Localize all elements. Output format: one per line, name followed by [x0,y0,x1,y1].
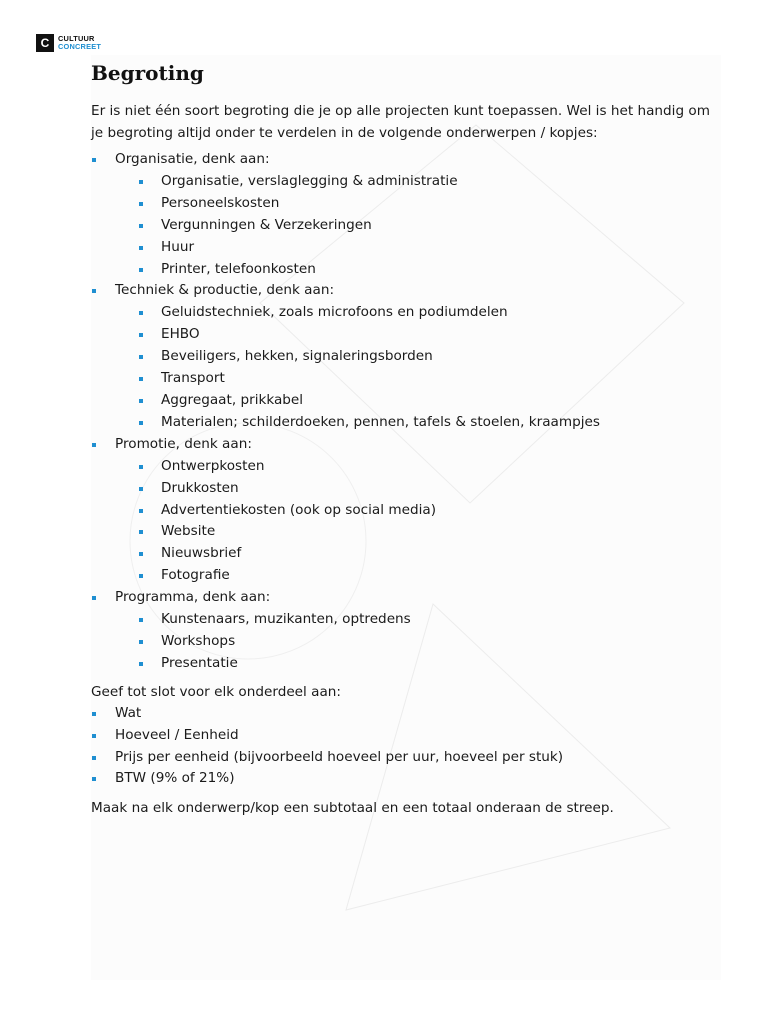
bullet-icon [139,640,143,644]
sub-item [115,193,711,215]
bullet-icon [139,552,143,556]
bullet-icon [92,289,96,293]
fields-lead: Geef tot slot voor elk onderdeel aan: [91,683,341,700]
cultuur-concreet-logo [36,34,101,52]
logo-wordmark: CULTUUR CONCREET [58,34,102,51]
sub-item [115,609,711,631]
list-item-text: Nieuwsbrief [161,545,242,562]
sub-item [115,368,711,390]
field-item [91,703,711,725]
intro-paragraph: Er is niet één soort begroting die je op alle projecten kunt toepassen. Wel is het handig om je begroting altijd onder te verdelen in de volgende onderwerpen / kopjes: [91,103,710,141]
list-item-text: Printer, telefoonkosten [161,260,316,277]
sub-item [115,215,711,237]
bullet-icon [139,509,143,513]
page-title: Begroting [91,61,204,85]
bullet-icon [139,202,143,206]
sub-item [115,259,711,281]
sub-item [115,390,711,412]
list-item-text: Ontwerpkosten [161,457,265,474]
list-item-text: EHBO [161,326,200,343]
bullet-icon [139,421,143,425]
section-item [91,434,711,587]
list-item-text: Workshops [161,632,236,649]
sub-item [115,521,711,543]
bullet-icon [139,574,143,578]
list-item-text: Organisatie, denk aan: [115,151,270,167]
field-item [91,768,711,790]
bullet-icon [139,224,143,228]
section-sublist [91,609,711,675]
sub-item [115,543,711,565]
bullet-icon [139,399,143,403]
section-sublist [91,171,711,281]
sub-item [115,302,711,324]
sub-item [115,171,711,193]
bullet-icon [139,268,143,272]
list-item-text: Aggregaat, prikkabel [161,391,304,408]
list-item-text: Hoeveel / Eenheid [115,726,239,743]
bullet-icon [92,596,96,600]
list-item-text: Programma, denk aan: [115,589,271,606]
bullet-icon [139,355,143,359]
bullet-icon [92,756,96,760]
list-item-text: Kunstenaars, muzikanten, optredens [161,611,411,628]
bullet-icon [139,487,143,491]
sub-item [115,412,711,434]
sub-item [115,478,711,500]
bullet-icon [139,530,143,534]
list-item-text: BTW (9% of 21%) [115,770,235,787]
document-body [91,58,711,819]
list-item-text: Beveiligers, hekken, signaleringsborden [161,348,433,365]
list-item-text: Promotie, denk aan: [115,435,252,452]
logo-mark: C [36,34,54,52]
list-item-text: Website [161,523,216,540]
sub-item [115,346,711,368]
section-item [91,587,711,675]
bullet-icon [139,377,143,381]
bullet-icon [139,180,143,184]
fields-list [91,703,711,791]
list-item-text: Vergunningen & Verzekeringen [161,216,372,233]
list-item-text: Drukkosten [161,479,239,496]
budget-sections-list [91,149,711,675]
list-item-text: Wat [115,704,142,721]
sub-item [115,500,711,522]
bullet-icon [92,734,96,738]
section-sublist [91,456,711,587]
bullet-icon [139,465,143,469]
list-item-text: Organisatie, verslaglegging & administratie [161,172,458,189]
list-item-text: Prijs per eenheid (bijvoorbeeld hoeveel per uur, hoeveel per stuk) [115,748,564,765]
bullet-icon [92,158,96,162]
section-item [91,280,711,433]
bullet-icon [139,662,143,666]
bullet-icon [139,618,143,622]
list-item-text: Advertentiekosten (ook op social media) [161,501,437,518]
sub-item [115,237,711,259]
list-item-text: Transport [161,370,225,387]
section-sublist [91,302,711,433]
bullet-icon [139,246,143,250]
bullet-icon [139,311,143,315]
sub-item [115,653,711,675]
sub-item [115,456,711,478]
list-item-text: Materialen; schilderdoeken, pennen, tafels & stoelen, kraampjes [161,413,600,430]
list-item-text: Personeelskosten [161,194,280,211]
bullet-icon [92,777,96,781]
list-item-text: Fotografie [161,567,230,584]
sub-item [115,324,711,346]
bullet-icon [92,712,96,716]
bullet-icon [139,333,143,337]
list-item-text: Presentatie [161,654,238,671]
sub-item [115,565,711,587]
closing-paragraph: Maak na elk onderwerp/kop een subtotaal en een totaal onderaan de streep. [91,800,614,817]
field-item [91,747,711,769]
sub-item [115,631,711,653]
list-item-text: Geluidstechniek, zoals microfoons en podiumdelen [161,304,508,321]
bullet-icon [92,443,96,447]
list-item-text: Huur [161,238,195,255]
field-item [91,725,711,747]
section-item [91,149,711,280]
list-item-text: Techniek & productie, denk aan: [115,282,335,299]
